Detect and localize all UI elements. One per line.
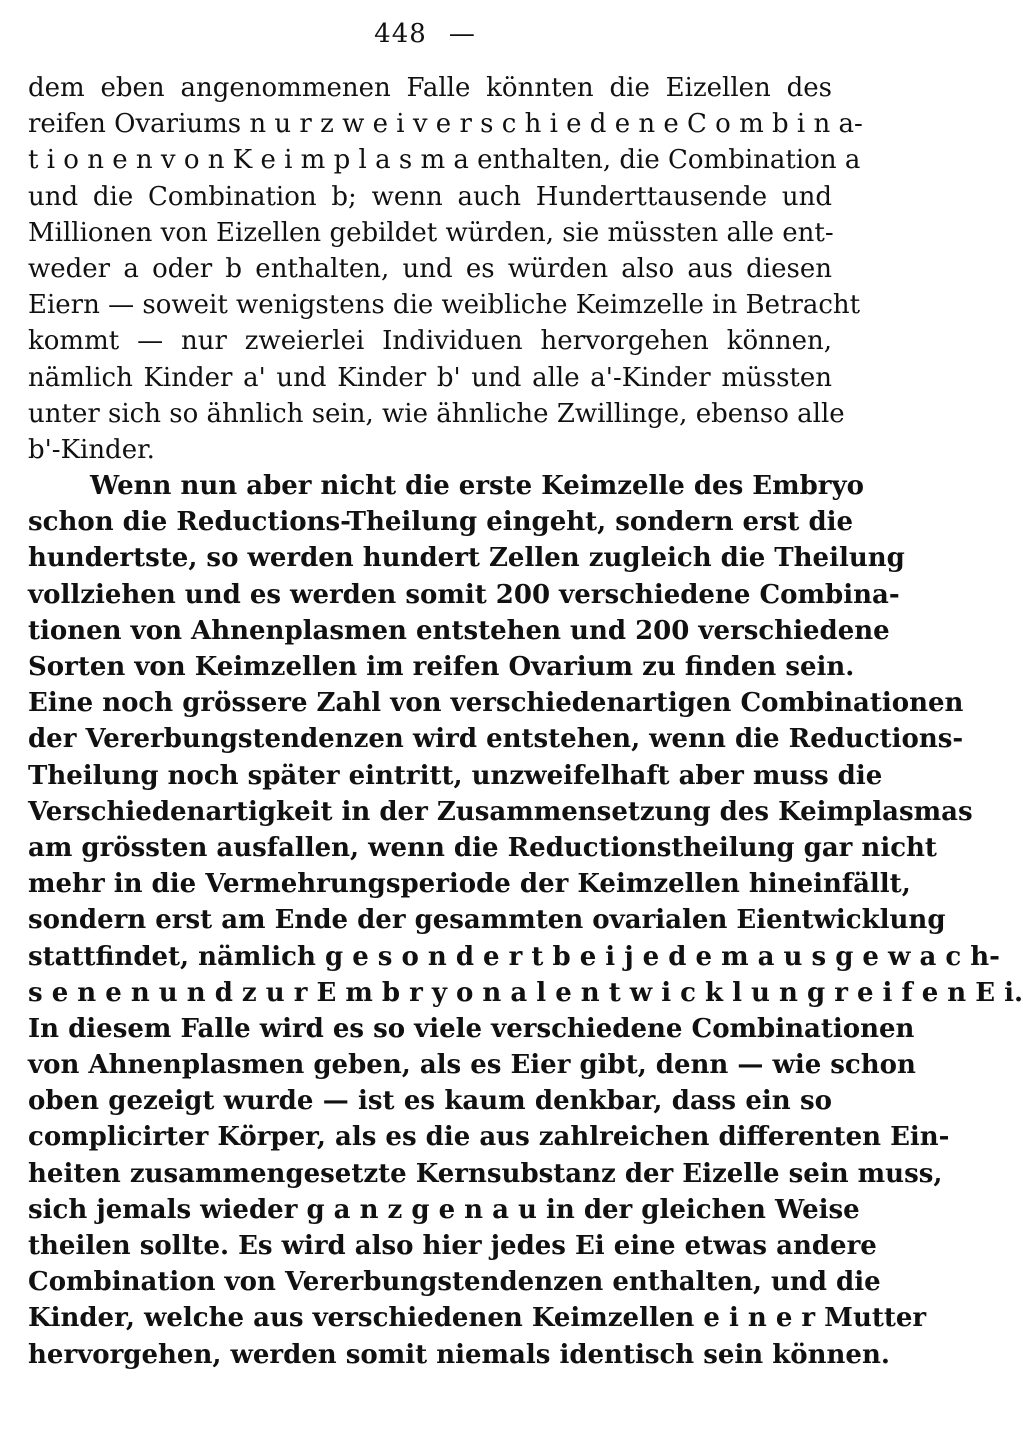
text-line: nämlich Kinder a' und Kinder b' und alle a'-Kinder müssten bbox=[28, 362, 832, 393]
text-line: unter sich so ähnlich sein, wie ähnliche Zwillinge, ebenso alle bbox=[28, 398, 845, 429]
paragraph-end-line: b'-Kinder. bbox=[28, 434, 155, 465]
text-line: dem eben angenommenen Falle könnten die Eizellen des bbox=[28, 73, 832, 103]
text-line: Millionen von Eizellen gebildet würden, sie müssten alle ent- bbox=[28, 217, 834, 248]
text-line: vollziehen und es werden somit 200 verschiedene Combina- bbox=[28, 579, 900, 610]
text-line: stattfindet, nämlich g e s o n d e r t b e i j e d e m a u s g e w a c h- bbox=[28, 941, 1000, 972]
text-line: am grössten ausfallen, wenn die Reductionstheilung gar nicht bbox=[28, 832, 937, 863]
text-line: Theilung noch später eintritt, unzweifelhaft aber muss die bbox=[28, 760, 883, 791]
page-header bbox=[0, 14, 850, 54]
header-dash: — bbox=[448, 19, 476, 49]
text-line: mehr in die Vermehrungsperiode der Keimzellen hineinfällt, bbox=[28, 869, 911, 900]
text-line: Verschiedenartigkeit in der Zusammensetzung des Keimplasmas bbox=[28, 796, 973, 827]
text-line: complicirter Körper, als es die aus zahlreichen differenten Ein- bbox=[28, 1122, 950, 1153]
text-line: t i o n e n v o n K e i m p l a s m a enthalten, die Combination a bbox=[28, 145, 861, 176]
text-line: Eine noch grössere Zahl von verschiedenartigen Combinationen bbox=[28, 688, 964, 719]
text-line: sondern erst am Ende der gesammten ovarialen Eientwicklung bbox=[28, 905, 946, 936]
text-line: schon die Reductions-Theilung eingeht, sondern erst die bbox=[28, 507, 854, 538]
paragraph-start-line: Wenn nun aber nicht die erste Keimzelle des Embryo bbox=[90, 471, 864, 502]
text-line: von Ahnenplasmen geben, als es Eier gibt, denn — wie schon bbox=[28, 1050, 916, 1081]
text-line: hundertste, so werden hundert Zellen zugleich die Theilung bbox=[28, 543, 905, 574]
text-line: tionen von Ahnenplasmen entstehen und 200 verschiedene bbox=[28, 615, 890, 646]
text-line: In diesem Falle wird es so viele verschiedene Combinationen bbox=[28, 1013, 915, 1044]
text-line: sich jemals wieder g a n z g e n a u in der gleichen Weise bbox=[28, 1194, 860, 1225]
text-line: s e n e n u n d z u r E m b r y o n a l e n t w i c k l u n g r e i f e n E i. bbox=[28, 977, 1023, 1008]
paragraph-end-line: hervorgehen, werden somit niemals identisch sein können. bbox=[28, 1339, 890, 1370]
text-line: weder a oder b enthalten, und es würden also aus diesen bbox=[28, 253, 832, 284]
body-text bbox=[28, 70, 1023, 1373]
text-line: kommt — nur zweierlei Individuen hervorgehen können, bbox=[28, 326, 832, 357]
text-line: Eiern — soweit wenigstens die weibliche Keimzelle in Betracht bbox=[28, 290, 861, 321]
text-line: heiten zusammengesetzte Kernsubstanz der Eizelle sein muss, bbox=[28, 1158, 943, 1189]
text-line: oben gezeigt wurde — ist es kaum denkbar, dass ein so bbox=[28, 1086, 832, 1117]
text-line: reifen Ovariums n u r z w e i v e r s c h i e d e n e C o m b i n a- bbox=[28, 109, 863, 140]
text-line: der Vererbungstendenzen wird entstehen, wenn die Reductions- bbox=[28, 724, 964, 755]
text-line: theilen sollte. Es wird also hier jedes Ei eine etwas andere bbox=[28, 1231, 877, 1261]
text-line: Kinder, welche aus verschiedenen Keimzellen e i n e r Mutter bbox=[28, 1303, 927, 1334]
text-line: Combination von Vererbungstendenzen enthalten, und die bbox=[28, 1267, 881, 1298]
page-number: 448 bbox=[374, 19, 427, 49]
text-line: Sorten von Keimzellen im reifen Ovarium zu finden sein. bbox=[28, 652, 855, 682]
text-line: und die Combination b; wenn auch Hunderttausende und bbox=[28, 181, 832, 212]
